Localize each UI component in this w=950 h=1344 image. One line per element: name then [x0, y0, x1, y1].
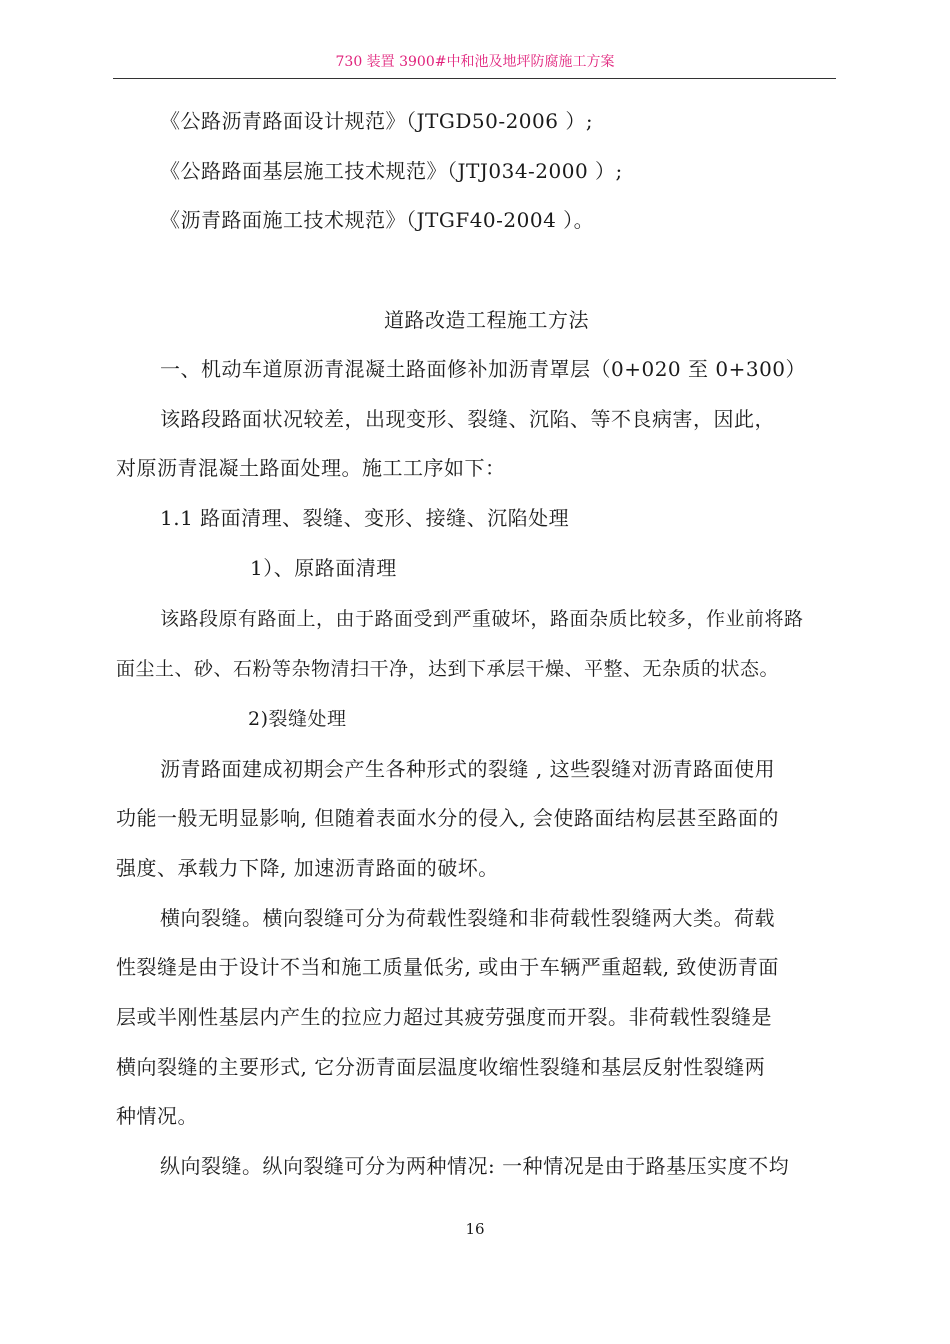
header-divider [113, 78, 836, 79]
heading-1: 一、机动车道原沥青混凝土路面修补加沥青罩层（0+020 至 0+300） [160, 357, 807, 381]
paragraph-5-line-1: 纵向裂缝。纵向裂缝可分为两种情况: 一种情况是由于路基压实度不均 [160, 1154, 790, 1178]
paragraph-1-line-2: 对原沥青混凝土路面处理。施工工序如下： [116, 456, 506, 480]
paragraph-4-line-1: 横向裂缝。横向裂缝可分为荷载性裂缝和非荷载性裂缝两大类。荷载 [160, 906, 775, 930]
page-header: 730 装置 3900#中和池及地坪防腐施工方案 [335, 54, 615, 70]
paragraph-2-line-2: 面尘土、砂、石粉等杂物清扫干净，达到下承层干燥、平整、无杂质的状态。 [116, 658, 780, 680]
paragraph-3-line-1: 沥青路面建成初期会产生各种形式的裂缝 , 这些裂缝对沥青路面使用 [160, 757, 776, 781]
paragraph-2-line-1: 该路段原有路面上，由于路面受到严重破坏，路面杂质比较多，作业前将路 [160, 608, 804, 630]
paragraph-4-line-5: 种情况。 [116, 1104, 198, 1128]
page-number: 16 [465, 1220, 485, 1238]
sub-heading-1: 1）、原路面清理 [250, 556, 397, 580]
paragraph-1-line-1: 该路段路面状况较差，出现变形、裂缝、沉陷、等不良病害，因此， [160, 407, 775, 431]
reference-1: 《公路沥青路面设计规范》（JTGD50-2006 ）; [160, 109, 594, 133]
paragraph-4-line-3: 层或半刚性基层内产生的拉应力超过其疲劳强度而开裂。非荷载性裂缝是 [116, 1005, 772, 1029]
sub-heading-2: 2)裂缝处理 [248, 708, 347, 730]
paragraph-3-line-2: 功能一般无明显影响, 但随着表面水分的侵入, 会使路面结构层甚至路面的 [116, 806, 779, 830]
section-title: 道路改造工程施工方法 [384, 308, 589, 332]
paragraph-4-line-2: 性裂缝是由于设计不当和施工质量低劣, 或由于车辆严重超载, 致使沥青面 [116, 955, 779, 979]
paragraph-4-line-4: 横向裂缝的主要形式, 它分沥青面层温度收缩性裂缝和基层反射性裂缝两 [116, 1055, 766, 1079]
reference-2: 《公路路面基层施工技术规范》（JTJ034-2000 ）; [160, 159, 623, 183]
reference-3: 《沥青路面施工技术规范》（JTGF40-2004 ）。 [160, 208, 595, 232]
heading-1-1: 1.1 路面清理、裂缝、变形、接缝、沉陷处理 [160, 506, 570, 530]
paragraph-3-line-3: 强度、承载力下降, 加速沥青路面的破坏。 [116, 856, 499, 880]
